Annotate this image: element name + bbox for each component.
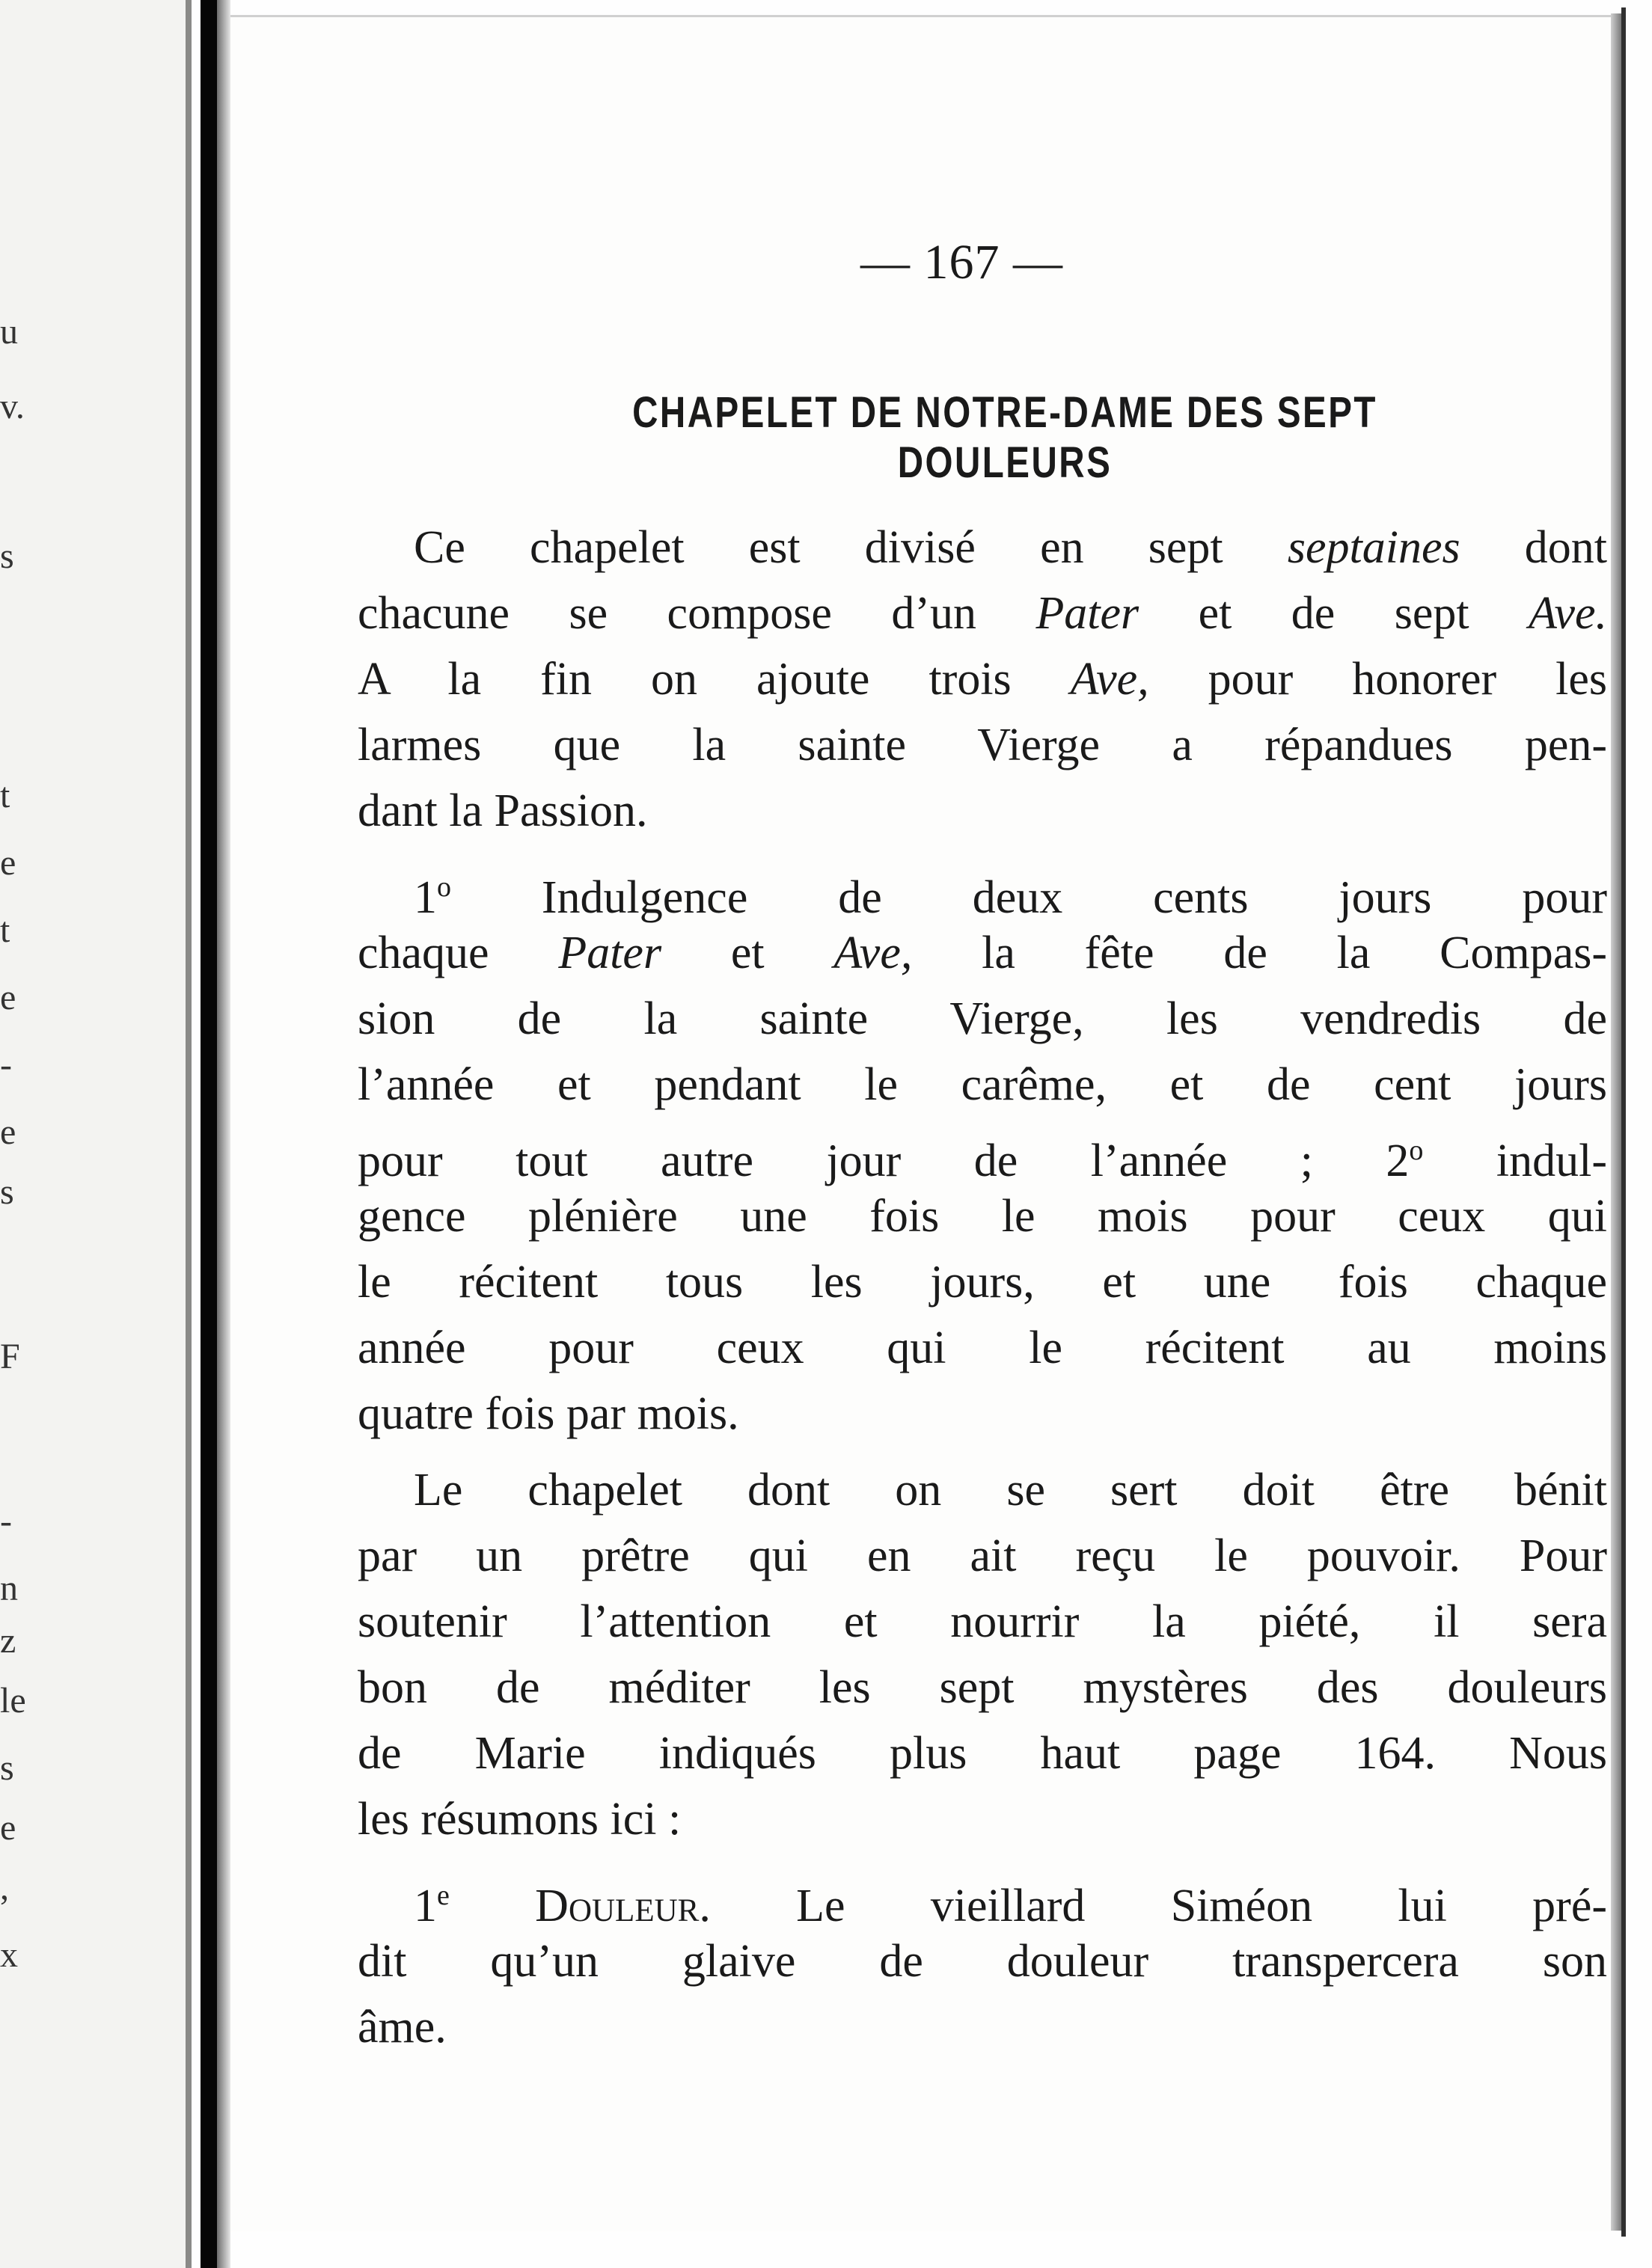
text-line xyxy=(358,1249,1607,1315)
left-page-char: e xyxy=(0,1112,16,1152)
text-run: Ce chapelet est divisé en sept xyxy=(414,522,1288,573)
text-line xyxy=(358,1118,1607,1186)
left-page-char: s xyxy=(0,1748,14,1788)
text-run: âme. xyxy=(358,2002,447,2053)
text-run: de Marie indiqués plus haut page 164. Nous xyxy=(358,1728,1607,1779)
left-page-char: - xyxy=(0,1045,12,1085)
text-line xyxy=(358,1655,1607,1720)
text-line xyxy=(358,580,1607,646)
paragraph xyxy=(358,1863,1607,2060)
italic-term: Ave. xyxy=(1529,588,1607,639)
text-line xyxy=(358,1052,1607,1118)
text-run: pour tout autre jour de l’année ; 2 xyxy=(358,1135,1410,1186)
text-line xyxy=(358,1994,1607,2060)
text-run xyxy=(450,1881,535,1931)
left-page-char: e xyxy=(0,843,16,883)
text-run: chacune se compose d’un xyxy=(358,588,1036,639)
paragraph xyxy=(358,854,1607,1447)
text-line xyxy=(358,1786,1607,1852)
italic-term: Ave, xyxy=(833,928,913,978)
text-run: 1 xyxy=(414,1881,437,1931)
book-spine xyxy=(201,0,217,2268)
left-page-char: e xyxy=(0,978,16,1017)
text-line xyxy=(358,1523,1607,1589)
text-run: quatre fois par mois. xyxy=(358,1388,739,1439)
text-run: Indulgence de deux cents jours pour xyxy=(451,872,1607,923)
text-line xyxy=(358,986,1607,1052)
text-run: l’année et pendant le carême, et de cent jours xyxy=(358,1059,1607,1110)
text-line xyxy=(358,920,1607,986)
text-run: dit qu’un glaive de douleur transpercera son xyxy=(358,1936,1607,1987)
ordinal-superscript: e xyxy=(437,1880,450,1911)
italic-term: Pater xyxy=(1035,588,1139,639)
page-body-text xyxy=(358,515,1607,2071)
italic-term: Pater xyxy=(558,928,662,978)
text-run: Le chapelet dont on se sert doit être bénit xyxy=(414,1465,1607,1515)
page-fold-shadow xyxy=(186,0,192,2268)
text-run: dont xyxy=(1460,522,1607,573)
text-line xyxy=(358,1863,1607,1931)
book-page xyxy=(230,15,1611,2231)
italic-term: septaines xyxy=(1287,522,1460,573)
text-run: A la fin on ajoute trois xyxy=(358,654,1071,705)
text-run: indul- xyxy=(1423,1135,1607,1186)
left-page-edge xyxy=(0,0,191,2268)
left-page-char: z xyxy=(0,1621,16,1661)
text-line xyxy=(358,1928,1607,1994)
text-line xyxy=(358,1381,1607,1447)
chapter-title: CHAPELET DE NOTRE-DAME DES SEPT DOULEURS xyxy=(632,388,1377,487)
left-page-char: - xyxy=(0,1501,12,1541)
text-run: la fête de la Compas- xyxy=(912,928,1607,978)
left-page-char: u xyxy=(0,312,18,352)
left-page-char: v. xyxy=(0,387,25,426)
text-run: bon de méditer les sept mystères des douleurs xyxy=(358,1662,1607,1713)
left-page-char: n xyxy=(0,1569,18,1608)
text-run: sion de la sainte Vierge, les vendredis de xyxy=(358,993,1607,1044)
text-line xyxy=(358,1183,1607,1249)
italic-term: Ave, xyxy=(1070,654,1149,705)
left-page-char: s xyxy=(0,1172,14,1212)
text-run: le récitent tous les jours, et une fois chaque xyxy=(358,1257,1607,1308)
text-line xyxy=(358,1720,1607,1786)
ordinal-superscript: o xyxy=(1409,1135,1424,1166)
text-line xyxy=(358,646,1607,712)
page-right-edge xyxy=(1611,13,1621,2231)
paragraph xyxy=(358,1457,1607,1852)
text-run: par un prêtre qui en ait reçu le pouvoir. Pour xyxy=(358,1530,1607,1581)
text-line xyxy=(358,1457,1607,1523)
text-run: les résumons ici : xyxy=(358,1794,682,1845)
text-line xyxy=(358,778,1607,844)
text-run: Le vieillard Siméon lui pré- xyxy=(710,1881,1607,1931)
left-page-char: t xyxy=(0,776,10,815)
text-run: dant la Passion. xyxy=(358,785,648,836)
page-number: — 167 — xyxy=(860,235,1063,289)
left-page-char: x xyxy=(0,1935,18,1975)
left-page-char: s xyxy=(0,536,14,576)
text-run: gence plénière une fois le mois pour ceux qui xyxy=(358,1191,1607,1242)
left-page-char: e xyxy=(0,1808,16,1848)
left-page-char: F xyxy=(0,1337,20,1376)
text-line xyxy=(358,854,1607,923)
text-run: pour honorer les xyxy=(1148,654,1607,705)
ordinal-superscript: o xyxy=(437,871,451,903)
spine-shadow xyxy=(217,0,230,2268)
text-line xyxy=(358,1315,1607,1381)
text-line xyxy=(358,712,1607,778)
text-run: chaque xyxy=(358,928,559,978)
text-line xyxy=(358,1589,1607,1655)
text-run: larmes que la sainte Vierge a répandues pen- xyxy=(358,720,1607,770)
small-caps-heading: Douleur. xyxy=(535,1881,711,1931)
paragraph xyxy=(358,515,1607,844)
text-run: soutenir l’attention et nourrir la piété, il sera xyxy=(358,1596,1607,1647)
text-run: et xyxy=(661,928,834,978)
text-run: et de sept xyxy=(1139,588,1529,639)
page-right-border xyxy=(1621,7,1626,2237)
text-line xyxy=(358,515,1607,580)
left-page-char: le xyxy=(0,1681,26,1720)
text-run: 1 xyxy=(414,872,437,923)
left-page-char: t xyxy=(0,910,10,950)
text-run: année pour ceux qui le récitent au moins xyxy=(358,1323,1607,1373)
left-page-char: , xyxy=(0,1868,9,1907)
